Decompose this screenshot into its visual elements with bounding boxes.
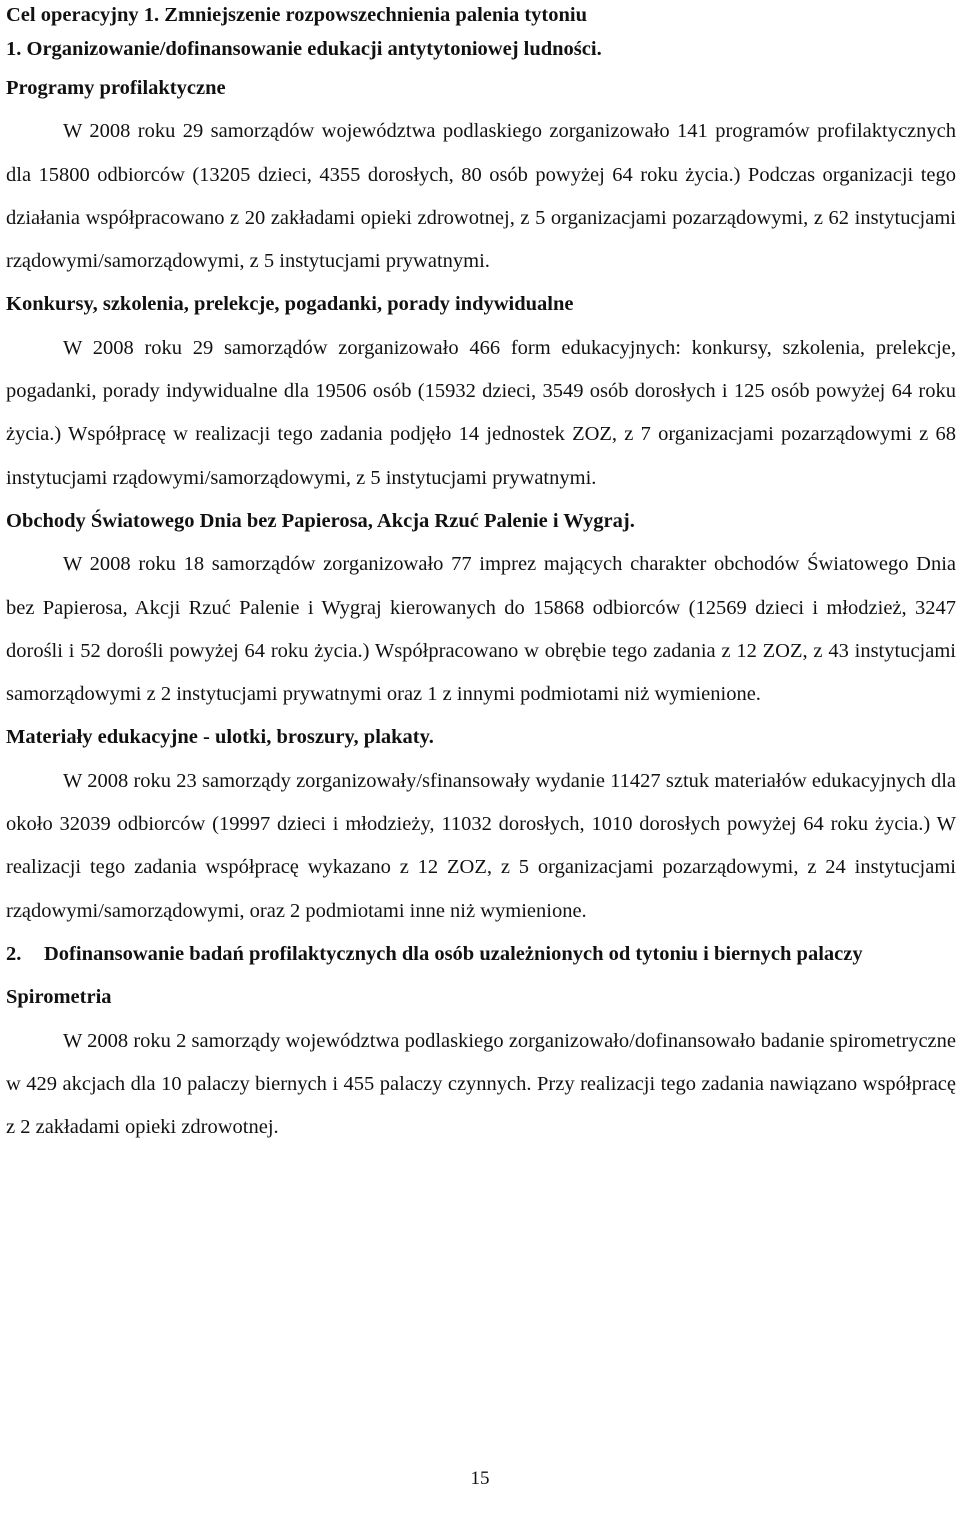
section-paragraph: W 2008 roku 23 samorządy zorganizowały/sfinansowały wydanie 11427 sztuk materiałów edukacyjnych dla około 32039 odbiorców (19997 dzieci i młodzieży, 11032 dorosłych, 1010 dorosłych powyżej 64 roku życia.) W realizacji tego zadania współpracę wykazano z 12 ZOZ, z 5 organizacjami pozarządowymi, z 24 instytucjami rządowymi/samorządowymi, oraz 2 podmiotami inne niż wymienione.	[6, 769, 956, 922]
section-heading: Spirometria	[6, 986, 112, 1009]
section-paragraph: W 2008 roku 2 samorządy województwa podlaskiego zorganizowało/dofinansowało badanie spirometryczne w 429 akcjach dla 10 palaczy biernych i 455 palaczy czynnych. Przy realizacji tego zadania nawiązano współpracę z 2 zakładami opieki zdrowotnej.	[6, 1029, 956, 1139]
section-heading: Programy profilaktyczne	[6, 77, 226, 99]
section-paragraph: W 2008 roku 29 samorządów województwa podlaskiego zorganizowało 141 programów profilaktycznych dla 15800 odbiorców (13205 dzieci, 4355 dorosłych, 80 osób powyżej 64 roku życia.) Podczas organizacji tego działania współpracowano z 20 zakładami opieki zdrowotnej, z 5 organizacjami pozarządowymi, z 62 instytucjami rządowymi/samorządowymi, z 5 instytucjami prywatnymi.	[6, 120, 956, 273]
item-title: Dofinansowanie badań profilaktycznych dla osób uzależnionych od tytoniu i biernych palaczy	[44, 942, 863, 965]
item-number: 2.	[6, 942, 22, 965]
section-heading: Materiały edukacyjne - ulotki, broszury, plakaty.	[6, 726, 434, 749]
section-heading: Obchody Światowego Dnia bez Papierosa, Akcja Rzuć Palenie i Wygraj.	[6, 509, 635, 532]
section-paragraph: W 2008 roku 29 samorządów zorganizowało 466 form edukacyjnych: konkursy, szkolenia, prelekcje, pogadanki, porady indywidualne dla 19506 osób (15932 dzieci, 3549 osób dorosłych i 125 osób powyżej 64 roku życia.) Współpracę w realizacji tego zadania podjęło 14 jednostek ZOZ, z 7 organizacjami pozarządowymi z 68 instytucjami rządowymi/samorządowymi, z 5 instytucjami prywatnymi.	[6, 336, 956, 489]
document-header	[6, 2, 956, 62]
document-body	[6, 67, 956, 1149]
task-title: 1. Organizowanie/dofinansowanie edukacji antytytoniowej ludności.	[6, 38, 602, 60]
goal-title: Cel operacyjny 1. Zmniejszenie rozpowszechnienia palenia tytoniu	[6, 4, 587, 26]
page-number: 15	[470, 1468, 490, 1489]
section-paragraph: W 2008 roku 18 samorządów zorganizowało 77 imprez mających charakter obchodów Światowego Dnia bez Papierosa, Akcji Rzuć Palenie i Wygraj kierowanych do 15868 odbiorców (12569 dzieci i młodzież, 3247 dorośli i 52 dorośli powyżej 64 roku życia.) Współpracowano w obrębie tego zadania z 12 ZOZ, z 43 instytucjami samorządowymi z 2 instytucjami prywatnymi oraz 1 z innymi podmiotami niż wymienione.	[6, 553, 956, 706]
numbered-item	[6, 933, 956, 976]
section-heading: Konkursy, szkolenia, prelekcje, pogadanki, porady indywidualne	[6, 293, 574, 316]
